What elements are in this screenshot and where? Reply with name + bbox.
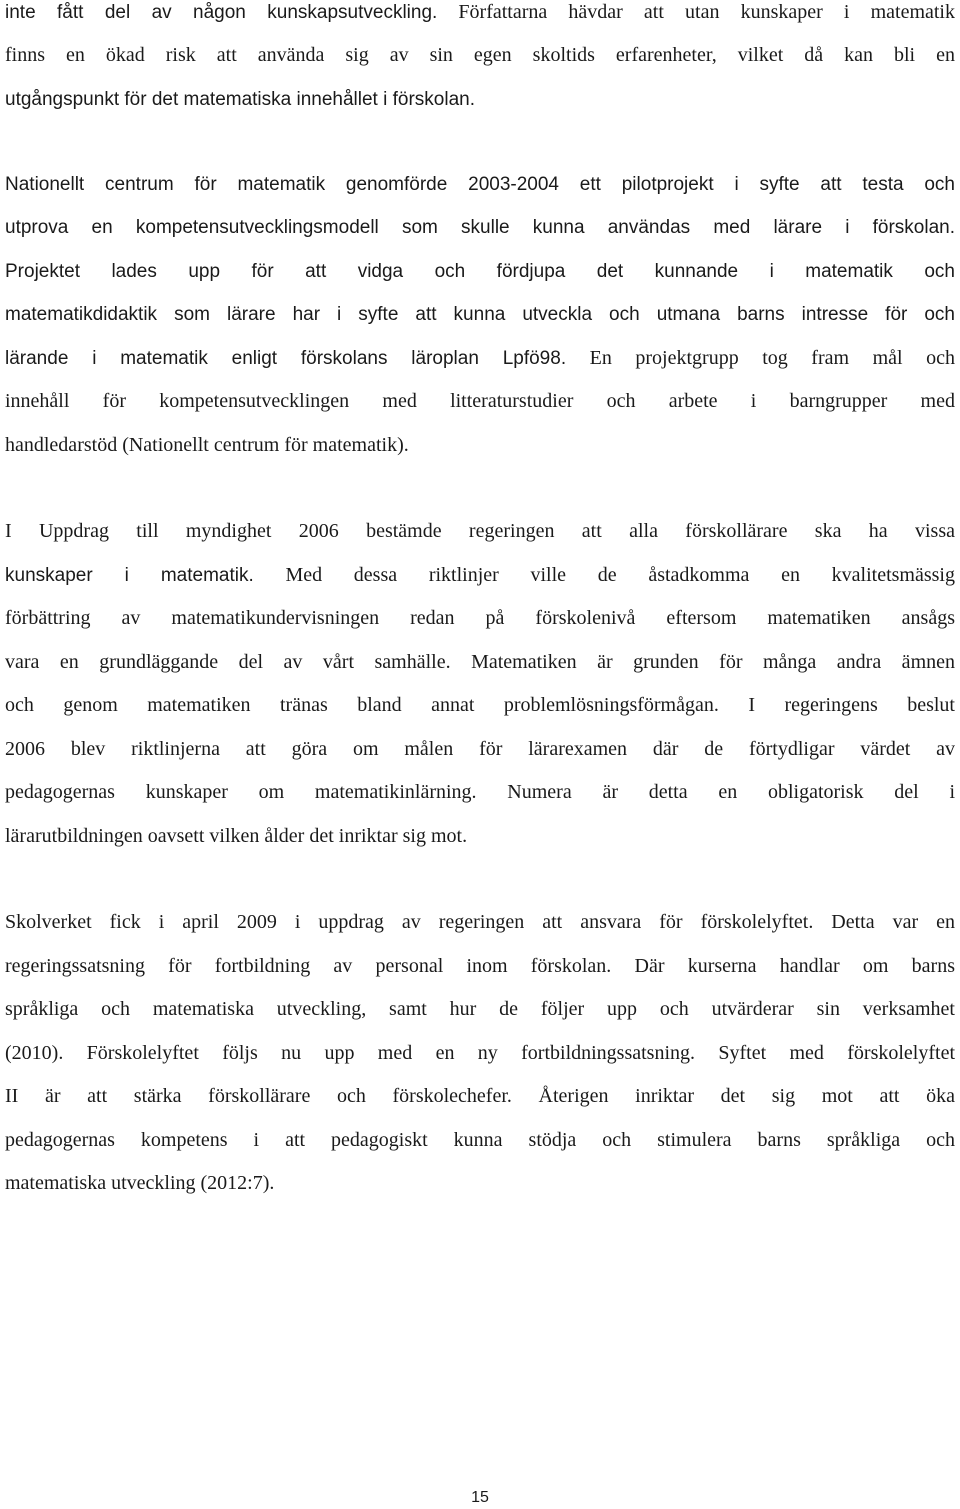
text-segment: och genom matematiken tränas bland annat problemlösningsförmågan. I regeringens beslut — [5, 694, 955, 716]
text-line — [5, 435, 955, 455]
text-line — [5, 608, 955, 628]
text-line — [5, 956, 955, 976]
text-line — [5, 521, 955, 541]
text-segment: kunskaper i matematik. — [5, 565, 254, 586]
text-segment: inte fått del av någon kunskapsutveckling. — [5, 2, 438, 23]
text-segment: utgångspunkt för det matematiska innehållet i förskolan. — [5, 89, 475, 110]
text-segment: lärarutbildningen oavsett vilken ålder det inriktar sig mot. — [5, 825, 468, 847]
text-line — [5, 695, 955, 715]
text-line — [5, 45, 955, 65]
text-line — [5, 391, 955, 411]
text-line — [5, 782, 955, 802]
text-segment: Med dessa riktlinjer ville de åstadkomma en kvalitetsmässig — [253, 564, 955, 586]
text-segment: språkliga och matematiska utveckling, samt hur de följer upp och utvärderar sin verksamhet — [5, 998, 955, 1020]
text-segment: pedagogernas kompetens i att pedagogiskt kunna stödja och stimulera barns språkliga och — [5, 1129, 955, 1151]
text-line — [5, 739, 955, 759]
text-segment: vara en grundläggande del av vårt samhälle. Matematiken är grunden för många andra ämnen — [5, 651, 955, 673]
text-segment: utprova en kompetensutvecklingsmodell som skulle kunna användas med lärare i förskolan. — [5, 217, 955, 238]
text-line — [5, 999, 955, 1019]
text-segment: (2010). Förskolelyftet följs nu upp med en ny fortbildningssatsning. Syftet med förskolelyftet — [5, 1042, 955, 1064]
text-line — [5, 1043, 955, 1063]
text-segment: pedagogernas kunskaper om matematikinlärning. Numera är detta en obligatorisk del i — [5, 781, 955, 803]
text-segment: 2006 blev riktlinjerna att göra om målen för lärarexamen där de förtydligar värdet av — [5, 738, 955, 760]
text-line — [5, 826, 955, 846]
text-segment: I Uppdrag till myndighet 2006 bestämde regeringen att alla förskollärare ska ha vissa — [5, 520, 955, 542]
text-line — [5, 217, 955, 237]
text-segment: matematikdidaktik som lärare har i syfte att kunna utveckla och utmana barns intresse för och — [5, 304, 955, 325]
text-line — [5, 261, 955, 281]
text-line — [5, 1130, 955, 1150]
text-segment: Projektet lades upp för att vidga och fördjupa det kunnande i matematik och — [5, 261, 955, 282]
text-segment: Skolverket fick i april 2009 i uppdrag av regeringen att ansvara för förskolelyftet. Detta var en — [5, 911, 955, 933]
text-segment: matematiska utveckling (2012:7). — [5, 1172, 275, 1194]
text-line — [5, 2, 955, 22]
text-line — [5, 565, 955, 585]
text-line — [5, 304, 955, 324]
text-line — [5, 1173, 955, 1193]
text-line — [5, 348, 955, 368]
page-number: 15 — [471, 1489, 489, 1506]
text-segment: lärande i matematik enligt förskolans läroplan Lpfö98. — [5, 348, 567, 369]
text-segment: regeringssatsning för fortbildning av personal inom förskolan. Där kurserna handlar om barns — [5, 955, 955, 977]
text-segment: Författarna hävdar att utan kunskaper i matematik — [437, 1, 955, 23]
text-segment: Nationellt centrum för matematik genomförde 2003-2004 ett pilotprojekt i syfte att testa och — [5, 174, 955, 195]
text-line — [5, 1086, 955, 1106]
text-line — [5, 89, 955, 109]
text-segment: handledarstöd (Nationellt centrum för matematik). — [5, 434, 409, 456]
text-line — [5, 174, 955, 194]
text-segment: finns en ökad risk att använda sig av sin egen skoltids erfarenheter, vilket då kan bli en — [5, 44, 955, 66]
text-line — [5, 652, 955, 672]
text-segment: förbättring av matematikundervisningen redan på förskolenivå eftersom matematiken ansågs — [5, 607, 955, 629]
text-line — [5, 912, 955, 932]
text-segment: innehåll för kompetensutvecklingen med litteraturstudier och arbete i barngrupper med — [5, 390, 955, 412]
text-segment: II är att stärka förskollärare och förskolechefer. Återigen inriktar det sig mot att öka — [5, 1085, 955, 1107]
text-segment: En projektgrupp tog fram mål och — [566, 347, 955, 369]
